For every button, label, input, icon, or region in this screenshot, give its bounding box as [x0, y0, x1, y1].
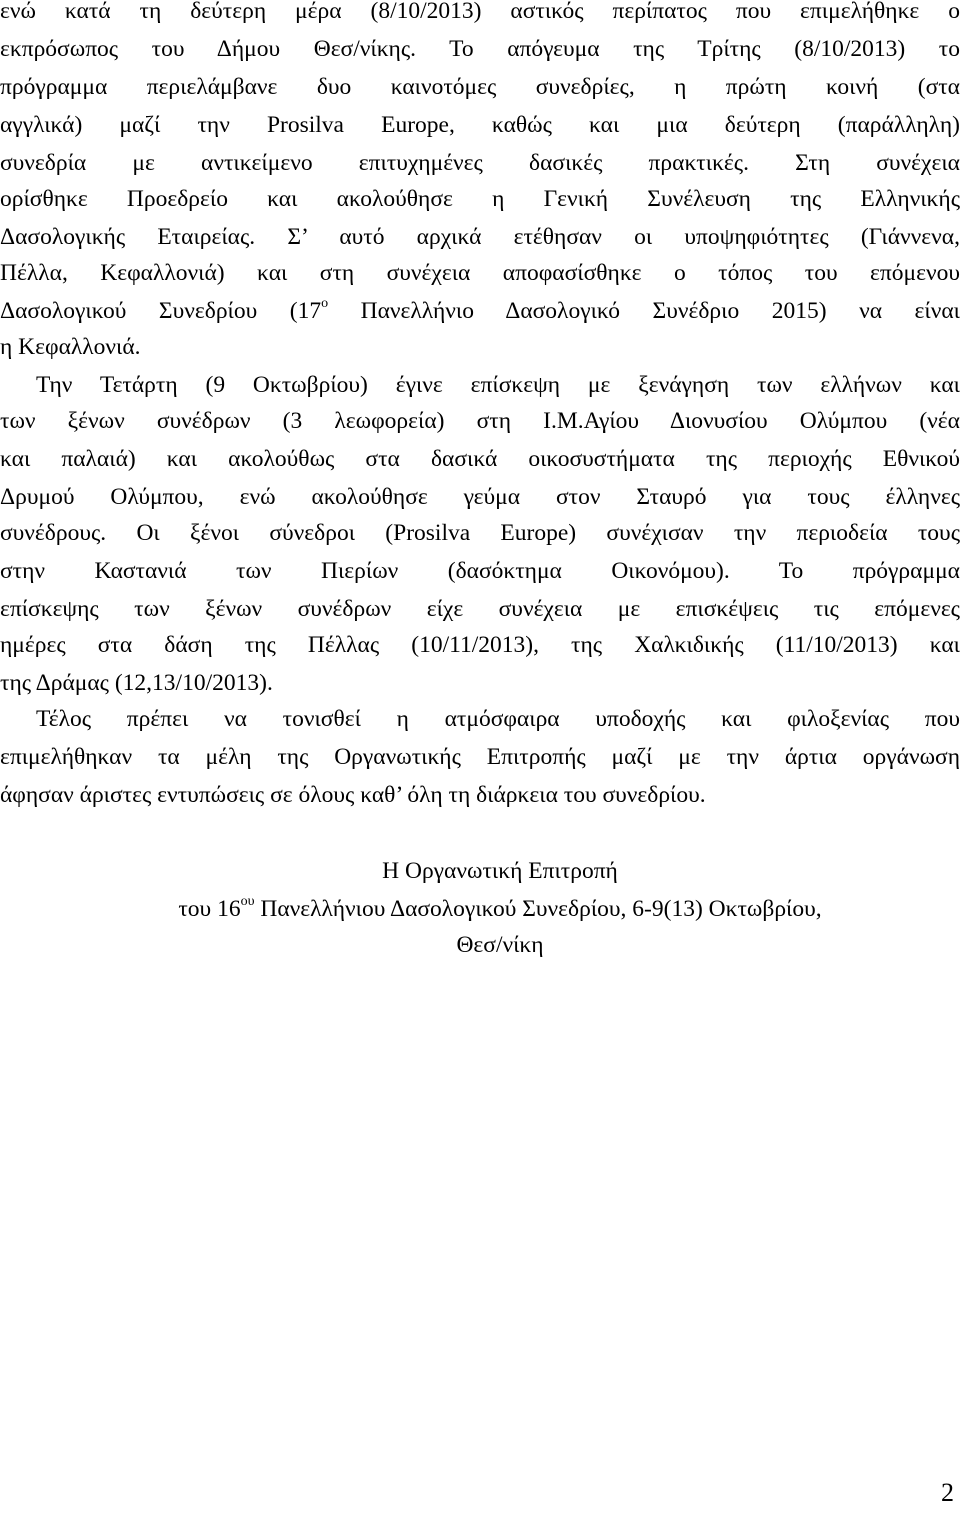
signature-text-before: του 16 [178, 896, 241, 922]
paragraph-2-line-5: συνέδρους. Οι ξένοι σύνεδροι (Prosilva Europe) συνέχισαν την περιοδεία τους [0, 520, 960, 546]
signature-conference-line [20, 890, 960, 928]
signature-committee-title: Η Οργανωτική Επιτροπή [382, 858, 618, 884]
ordinal-superscript: ο [321, 296, 329, 312]
signature-city: Θεσ/νίκη [456, 932, 544, 958]
paragraph-2-line-3: και παλαιά) και ακολούθως στα δασικά οικοσυστήματα της περιοχής Εθνικού [0, 446, 960, 472]
paragraph-1-line-10: η Κεφαλλονιά. [0, 334, 141, 360]
paragraph-2-line-4: Δρυμού Ολύμπου, ενώ ακολούθησε γεύμα στον Σταυρό για τους έλληνες [0, 484, 960, 510]
paragraph-2-line-7: επίσκεψης των ξένων συνέδρων είχε συνέχεια με επισκέψεις τις επόμενες [0, 596, 960, 622]
paragraph-2-line-2: των ξένων συνέδρων (3 λεωφορεία) στη Ι.Μ.Αγίου Διονυσίου Ολύμπου (νέα [0, 408, 960, 434]
signature-text-after: Πανελλήνιου Δασολογικού Συνεδρίου, 6-9(13) Οκτωβρίου, [254, 896, 822, 922]
paragraph-2-line-8: ημέρες στα δάση της Πέλλας (10/11/2013), της Χαλκιδικής (11/10/2013) και [0, 632, 960, 658]
paragraph-1-line-8: Πέλλα, Κεφαλλονιά) και στη συνέχεια αποφασίσθηκε ο τόπος του επόμενου [0, 260, 960, 286]
paragraph-3-line-3: άφησαν άριστες εντυπώσεις σε όλους καθ’ όλη τη διάρκεια του συνεδρίου. [0, 782, 706, 808]
paragraph-1-line-6: ορίσθηκε Προεδρείο και ακολούθησε η Γενική Συνέλευση της Ελληνικής [0, 186, 960, 212]
paragraph-1-line-5: συνεδρία με αντικείμενο επιτυχημένες δασικές πρακτικές. Στη συνέχεια [0, 150, 960, 176]
ordinal-superscript: ου [240, 894, 255, 910]
paragraph-2-line-1: Την Τετάρτη (9 Οκτωβρίου) έγινε επίσκεψη με ξενάγηση των ελλήνων και [36, 372, 960, 398]
paragraph-3-line-2: επιμελήθηκαν τα μέλη της Οργανωτικής Επιτροπής μαζί με την άρτια οργάνωση [0, 744, 960, 770]
paragraph-1-line-7: Δασολογικής Εταιρείας. Σ’ αυτό αρχικά ετέθησαν οι υποψηφιότητες (Γιάννενα, [0, 224, 960, 250]
paragraph-1-line-3: πρόγραμμα περιελάμβανε δυο καινοτόμες συνεδρίες, η πρώτη κοινή (στα [0, 74, 960, 100]
paragraph-2-line-9: της Δράμας (12,13/10/2013). [0, 670, 273, 696]
paragraph-1-line-1: ενώ κατά τη δεύτερη μέρα (8/10/2013) αστικός περίπατος που επιμελήθηκε ο [0, 0, 960, 24]
paragraph-2-line-6: στην Καστανιά των Πιερίων (δασόκτημα Οικονόμου). Το πρόγραμμα [0, 558, 960, 584]
paragraph-1-line-2: εκπρόσωπος του Δήμου Θεσ/νίκης. Το απόγευμα της Τρίτης (8/10/2013) το [0, 36, 960, 62]
line-9-text-after: Πανελλήνιο Δασολογικό Συνέδριο 2015) να είναι [328, 298, 960, 324]
line-9-text-before: Δασολογικού Συνεδρίου (17 [0, 298, 322, 324]
paragraph-3-line-1: Τέλος πρέπει να τονισθεί η ατμόσφαιρα υποδοχής και φιλοξενίας που [36, 706, 960, 732]
paragraph-1-line-9 [0, 292, 960, 330]
paragraph-1-line-4: αγγλικά) μαζί την Prosilva Europe, καθώς και μια δεύτερη (παράλληλη) [0, 112, 960, 138]
page-number: 2 [941, 1478, 954, 1507]
